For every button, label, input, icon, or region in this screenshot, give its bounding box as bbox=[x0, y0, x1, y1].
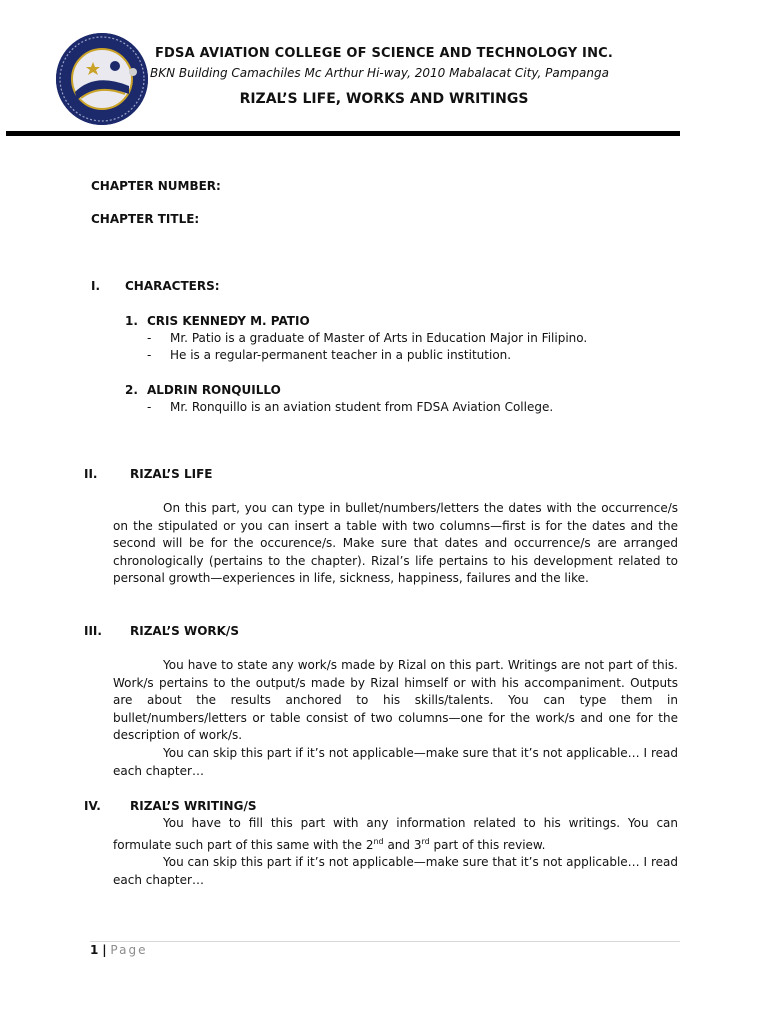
course-title: RIZAL’S LIFE, WORKS AND WRITINGS bbox=[239, 91, 529, 107]
life-body bbox=[113, 500, 678, 588]
chapter-number-label: CHAPTER NUMBER: bbox=[91, 179, 221, 193]
character-number: 2. bbox=[125, 383, 138, 397]
bullet-dash: - bbox=[147, 348, 152, 362]
works-paragraph: You have to state any work/s made by Rizal on this part. Writings are not part of this. Work/s pertains to the output/s made by Rizal himself or with his accompaniment. Outputs are about the results anchored to his skills/talents. You can type them in bullet/numbers/letters or table consist of two columns—one for the work/s and one for the description of work/s. bbox=[113, 658, 678, 743]
section-numeral-characters: I. bbox=[91, 279, 101, 293]
section-numeral-writings: IV. bbox=[84, 799, 101, 813]
character-bullet: Mr. Patio is a graduate of Master of Arts in Education Major in Filipino. bbox=[170, 331, 588, 345]
life-paragraph: On this part, you can type in bullet/numbers/letters the dates with the occurrence/s on the stipulated or you can insert a table with two columns—first is for the dates and the second will be for the occurence/s. Make sure that dates and occurrence/s are arranged chronologically (pertains to the chapter). Rizal’s life pertains to his development related to personal growth—experiences in life, sickness, happiness, failures and the like. bbox=[113, 501, 678, 586]
character-bullet: He is a regular-permanent teacher in a public institution. bbox=[170, 348, 512, 362]
section-numeral-life: II. bbox=[84, 467, 98, 481]
page-separator: | bbox=[102, 943, 107, 957]
bullet-dash: - bbox=[147, 331, 152, 345]
writings-paragraph: You can skip this part if it’s not applicable—make sure that it’s not applicable… I read each chapter… bbox=[113, 855, 678, 887]
institution-name: FDSA AVIATION COLLEGE OF SCIENCE AND TECHNOLOGY INC. bbox=[154, 46, 614, 61]
writings-body bbox=[113, 815, 678, 889]
page-label: Page bbox=[110, 943, 148, 957]
works-paragraph: You can skip this part if it’s not applicable—make sure that it’s not applicable… I read each chapter… bbox=[113, 745, 678, 778]
character-number: 1. bbox=[125, 314, 138, 328]
page-footer bbox=[90, 943, 147, 957]
section-heading-works: RIZAL’S WORK/S bbox=[130, 624, 239, 638]
page-number: 1 bbox=[90, 943, 99, 957]
works-body bbox=[113, 657, 678, 780]
header-divider bbox=[6, 131, 680, 136]
writings-paragraph: You have to fill this part with any information related to his writings. You can formulate such part of this same with the 2nd and 3rd part of this review. bbox=[113, 816, 678, 852]
character-name: ALDRIN RONQUILLO bbox=[147, 383, 281, 397]
character-bullet: Mr. Ronquillo is an aviation student from FDSA Aviation College. bbox=[170, 400, 554, 414]
section-numeral-works: III. bbox=[84, 624, 102, 638]
chapter-title-label: CHAPTER TITLE: bbox=[91, 212, 200, 226]
footer-divider bbox=[90, 941, 680, 942]
institution-address: BKN Building Camachiles Mc Arthur Hi-way, 2010 Mabalacat City, Pampanga bbox=[150, 66, 609, 80]
character-name: CRIS KENNEDY M. PATIO bbox=[147, 314, 310, 328]
section-heading-characters: CHARACTERS: bbox=[125, 279, 220, 293]
bullet-dash: - bbox=[147, 400, 152, 414]
section-heading-writings: RIZAL’S WRITING/S bbox=[130, 799, 257, 813]
section-heading-life: RIZAL’S LIFE bbox=[130, 467, 213, 481]
